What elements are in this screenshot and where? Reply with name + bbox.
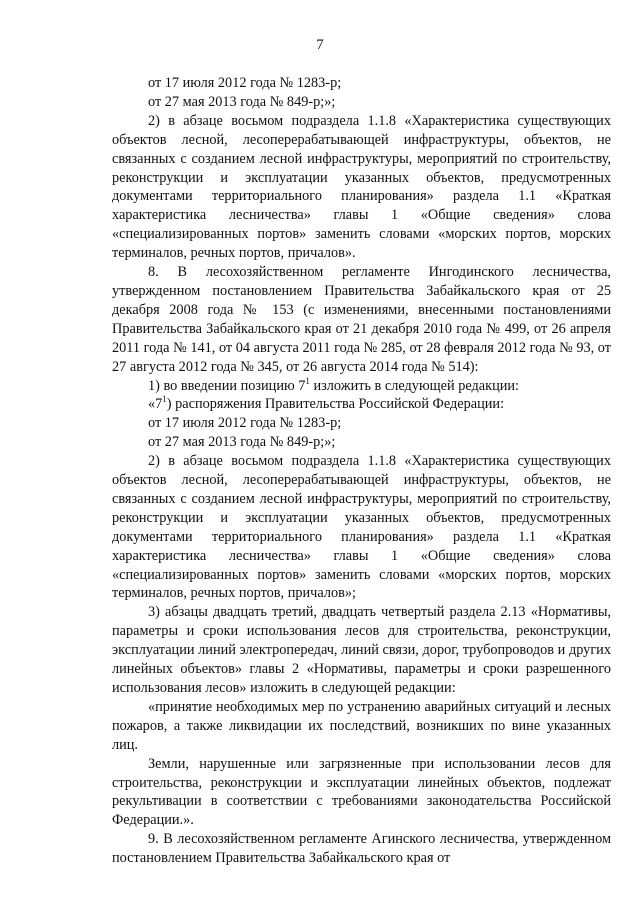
page-number: 7 <box>316 37 324 53</box>
paragraph-section-9: 9. В лесохозяйственном регламенте Агинского лесничества, утвержденном постановлением Правительства Забайкальского края от <box>112 831 611 867</box>
paragraph-item-3: 3) абзацы двадцать третий, двадцать четвертый раздела 2.13 «Нормативы, параметры и сроки использования лесов для строительства, реконструкции, эксплуатации линий электропередач, линий связи, дорог, трубопроводов и других линейных объектов» главы 2 «Нормативы, параметры и сроки разрешенного использования лесов» изложить в следующей редакции: <box>112 604 611 696</box>
item-1-tail: изложить в следующей редакции: <box>309 377 520 394</box>
paragraph-item-1 <box>112 377 611 396</box>
superscript: 1 <box>162 394 167 405</box>
paragraph-item-2: 2) в абзаце восьмом подраздела 1.1.8 «Характеристика существующих объектов лесной, лесоперерабатывающей инфраструктуры, объектов, не связанных с созданием лесной инфраструктуры, мероприятий по строительству, реконструкции и эксплуатации указанных объектов, предусмотренных документами территориального планирования» раздела 1.1 «Краткая характеристика лесничества» главы 1 «Общие сведения» слова «специализированных портов» заменить словами «морских портов, морских терминалов, речных портов, причалов». <box>112 112 611 262</box>
list-line: от 27 мая 2013 года № 849-р;»; <box>148 93 336 110</box>
quote-tail: ) распоряжения Правительства Российской Федерации: <box>166 396 505 413</box>
paragraph-item-2-repeat: 2) в абзаце восьмом подраздела 1.1.8 «Характеристика существующих объектов лесной, лесоперерабатывающей инфраструктуры, объектов, не связанных с созданием лесной инфраструктуры, мероприятий по строительству, реконструкции и эксплуатации указанных объектов, предусмотренных документами территориального планирования» раздела 1.1 «Краткая характеристика лесничества» главы 1 «Общие сведения» слова «специализированных портов» заменить словами «морских портов, морских терминалов, речных портов, причалов»; <box>112 453 611 602</box>
list-line: от 17 июля 2012 года № 1283-р; <box>148 415 342 432</box>
document-body <box>112 74 611 868</box>
quoted-paragraph: Земли, нарушенные или загрязненные при использовании лесов для строительства, реконструкции и эксплуатации линейных объектов, подлежат рекультивации в соответствии с требованиями законодательства Российской Федерации.». <box>112 755 611 829</box>
quote-start: «7 <box>148 396 163 413</box>
quoted-position <box>112 395 611 414</box>
list-line: от 17 июля 2012 года № 1283-р; <box>148 75 342 91</box>
superscript: 1 <box>305 375 310 386</box>
item-1-text: 1) во введении позицию 7 <box>148 377 306 394</box>
list-line: от 27 мая 2013 года № 849-р;»; <box>148 434 336 451</box>
quoted-paragraph: «принятие необходимых мер по устранению аварийных ситуаций и лесных пожаров, а также ликвидации их последствий, возникших по вине указанных лиц. <box>112 698 611 753</box>
paragraph-section-8: 8. В лесохозяйственном регламенте Ингодинского лесничества, утвержденном постановлением Правительства Забайкальского края от 25 декабря 2008 года № 153 (с изменениями, внесенными постановлениями Правительства Забайкальского края от 21 декабря 2010 года № 499, от 26 апреля 2011 года № 141, от 04 августа 2011 года № 285, от 28 февраля 2012 года № 93, от 27 августа 2012 года № 345, от 26 августа 2014 года № 514): <box>112 264 611 375</box>
